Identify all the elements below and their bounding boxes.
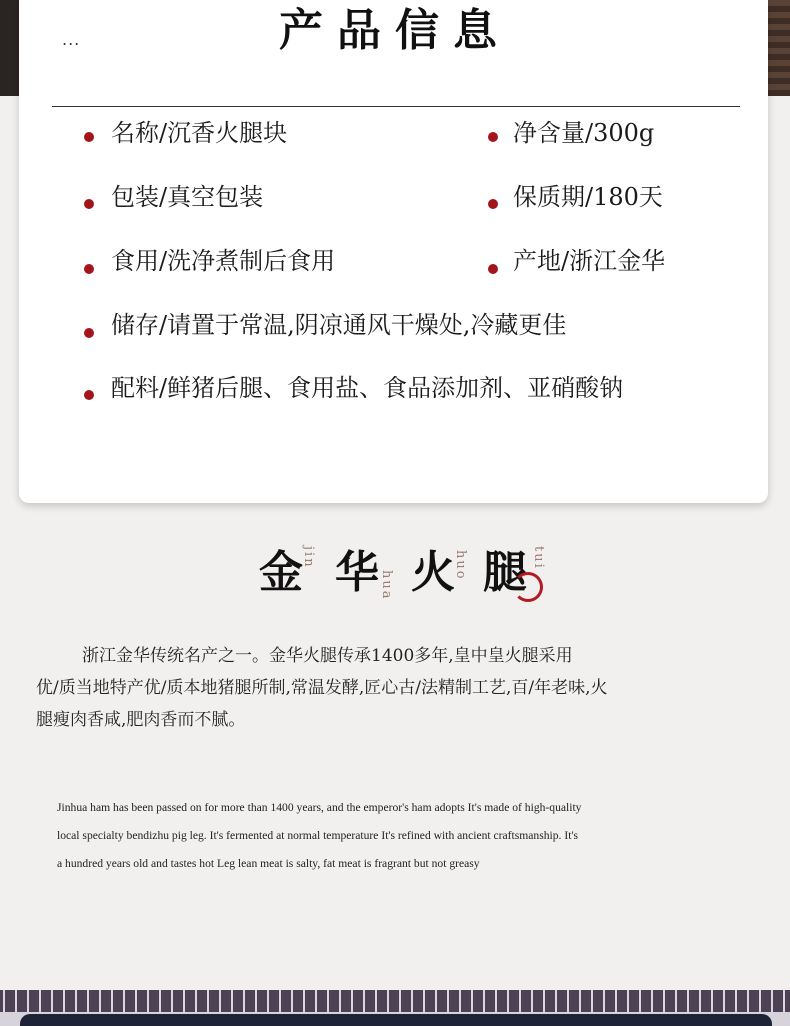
bullet-icon: [488, 132, 498, 142]
pinyin-label: huo: [453, 550, 468, 581]
pinyin-label: tui: [531, 546, 546, 570]
en-line: Jinhua ham has been passed on for more than 1400 years, and the emperor's ham adopts It's made of high-quality: [57, 801, 582, 814]
chinese-description: [36, 640, 736, 736]
title-char: 腿: [483, 547, 527, 598]
divider: [52, 106, 740, 107]
english-description: [57, 794, 747, 878]
bullet-icon: [84, 132, 94, 142]
cn-line: 腿瘦肉香咸,肥肉香而不腻。: [36, 710, 246, 730]
en-line: local specialty bendizhu pig leg. It's fermented at normal temperature It's refined with ancient craftsmanship. It's: [57, 829, 579, 842]
pinyin-label: jin: [301, 546, 316, 569]
next-section-edge: [20, 1014, 772, 1026]
wood-texture: [768, 0, 790, 96]
section-title: [255, 542, 545, 602]
title-char: 华: [335, 547, 379, 598]
title-char: 火: [411, 547, 455, 598]
info-item-packaging: 包装/真空包装: [111, 183, 264, 211]
info-item-storage: 储存/请置于常温,阴凉通风干燥处,冷藏更佳: [111, 311, 567, 339]
card-title: 产品信息: [279, 5, 511, 56]
info-item-name: 名称/沉香火腿块: [111, 119, 288, 147]
en-line: a hundred years old and tastes hot Leg lean meat is salty, fat meat is fragrant but not greasy: [57, 857, 480, 870]
bullet-icon: [84, 264, 94, 274]
info-item-origin: 产地/浙江金华: [513, 247, 666, 275]
title-char: 金: [259, 547, 303, 598]
bullet-icon: [84, 328, 94, 338]
cn-line: 优/质当地特产优/质本地猪腿所制,常温发酵,匠心古/法精制工艺,百/年老味,火: [36, 678, 608, 698]
bullet-icon: [84, 199, 94, 209]
bullet-icon: [84, 390, 94, 400]
info-item-net-weight: 净含量/300g: [513, 119, 655, 147]
fret-pattern-border: [0, 990, 790, 1014]
cn-line: 浙江金华传统名产之一。金华火腿传承1400多年,皇中皇火腿采用: [82, 646, 573, 666]
info-item-usage: 食用/洗净煮制后食用: [111, 247, 336, 275]
bullet-icon: [488, 264, 498, 274]
ellipsis-text: ...: [62, 30, 81, 49]
info-item-ingredients: 配料/鲜猪后腿、食用盐、食品添加剂、亚硝酸钠: [111, 374, 624, 402]
bullet-icon: [488, 199, 498, 209]
info-item-shelf-life: 保质期/180天: [513, 183, 663, 211]
pinyin-label: hua: [379, 570, 394, 601]
red-seal-icon: [513, 572, 543, 602]
